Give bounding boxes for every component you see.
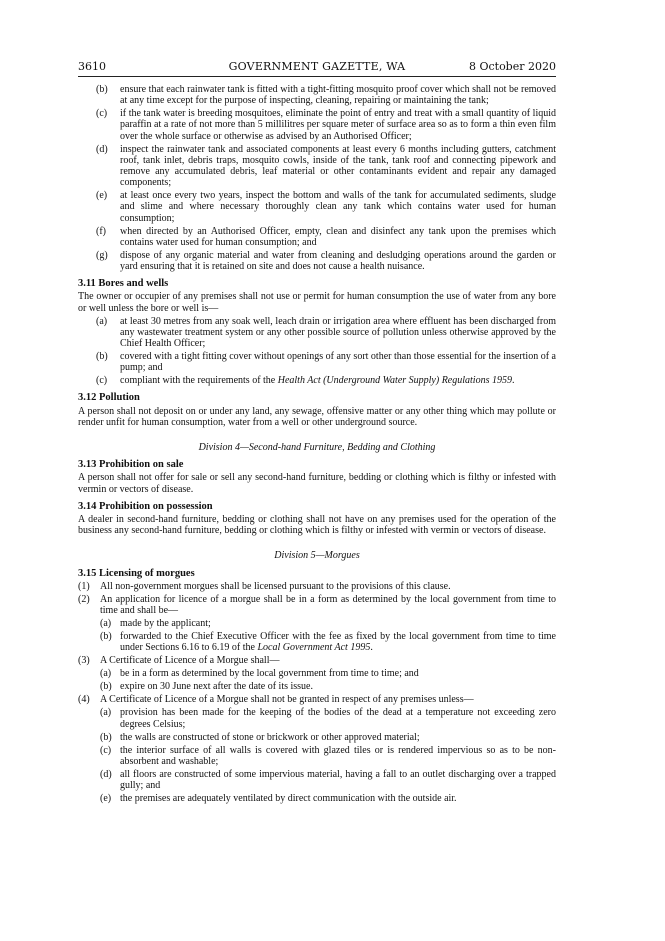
section-text: A person shall not deposit on or under any land, any sewage, offensive matter or any other thing which may pollute or render unfit for human consumption, water from a well or other underground source. bbox=[78, 405, 556, 428]
issue-date: 8 October 2020 bbox=[468, 60, 556, 73]
list-item: (a) provision has been made for the keeping of the bodies of the dead at a temperature not exceeding zero degrees Celsius; bbox=[100, 707, 556, 730]
list-item: (a) be in a form as determined by the local government from time to time; and bbox=[100, 668, 419, 680]
division-heading: Division 4—Second-hand Furniture, Bedding and Clothing bbox=[198, 442, 436, 454]
list-item: (b) forwarded to the Chief Executive Officer with the fee as fixed by the local government from time to time under Sections 6.16 to 6.19 of the Local Government Act 1995. bbox=[100, 631, 556, 654]
legislation-reference: Local Government Act 1995 bbox=[257, 642, 371, 654]
subclause: (4) A Certificate of Licence of a Morgue shall not be granted in respect of any premises unless— bbox=[78, 694, 474, 706]
page-header bbox=[78, 60, 556, 77]
section-text: The owner or occupier of any premises shall not use or permit for human consumption the use of water from any bore or well unless the bore or well is— bbox=[78, 291, 556, 314]
list-item: (b) ensure that each rainwater tank is fitted with a tight-fitting mosquito proof cover which shall not be removed at any time except for the purpose of inspecting, cleaning, repairing or maintaining the tank; bbox=[96, 84, 556, 107]
list-item: (b) covered with a tight fitting cover without openings of any sort other than those essential for the insertion of a pump; and bbox=[96, 351, 556, 374]
subclause: (3) A Certificate of Licence of a Morgue shall— bbox=[78, 655, 280, 667]
subclause: (2) An application for licence of a morgue shall be in a form as determined by the local government from time to time and shall be— bbox=[78, 593, 556, 617]
list-item: (e) at least once every two years, inspect the bottom and walls of the tank for accumulated sediments, sludge and slime and where necessary thoroughly clean any tank which contains water used for human consumption; bbox=[96, 190, 556, 224]
list-item: (b) expire on 30 June next after the date of its issue. bbox=[100, 681, 313, 693]
list-item: (a) at least 30 metres from any soak well, leach drain or irrigation area where effluent has been discharged from any wastewater treatment system or any other possible source of pollution unless otherwise approved by the Chief Health Officer; bbox=[96, 315, 556, 350]
gazette-title: GOVERNMENT GAZETTE, WA bbox=[228, 60, 406, 73]
subclause: (1) All non-government morgues shall be licensed pursuant to the provisions of this clause. bbox=[78, 580, 451, 592]
section-heading: 3.13 Prohibition on sale bbox=[78, 459, 184, 471]
section-heading: 3.11 Bores and wells bbox=[78, 278, 169, 290]
list-item: (g) dispose of any organic material and water from cleaning and desludging operations around the garden or yard ensuring that it is retained on site and does not cause a health nuisance. bbox=[96, 249, 556, 273]
list-item: (f) when directed by an Authorised Officer, empty, clean and disinfect any tank upon the premises which contains water used for human consumption; and bbox=[96, 225, 556, 248]
division-heading: Division 5—Morgues bbox=[274, 550, 360, 562]
page-number: 3610 bbox=[78, 60, 106, 73]
list-item: (e) the premises are adequately ventilated by direct communication with the outside air. bbox=[100, 792, 457, 804]
section-text: A dealer in second-hand furniture, bedding or clothing shall not have on any premises used for the operation of the business any second-hand furniture, bedding or clothing which is filthy or infested with vermin or vectors of disease. bbox=[78, 514, 556, 537]
list-item: (c) compliant with the requirements of the Health Act (Underground Water Supply) Regulations 1959. bbox=[96, 375, 515, 387]
section-heading: 3.12 Pollution bbox=[78, 392, 140, 404]
list-item: (d) inspect the rainwater tank and associated components at least every 6 months including gutters, catchment roof, tank inlet, debris traps, mosquito cowls, inside of the tank, tank roof and connecting pipework and remove any accumulated debris, leaf material or other contaminants evident and repair any damaged components; bbox=[96, 143, 556, 189]
list-item: (d) all floors are constructed of some impervious material, having a fall to an outlet discharging over a trapped gully; and bbox=[100, 768, 556, 791]
section-text: A person shall not offer for sale or sell any second-hand furniture, bedding or clothing which is filthy or infested with vermin or vectors of disease. bbox=[78, 472, 556, 495]
list-item: (a) made by the applicant; bbox=[100, 618, 211, 630]
list-item: (c) if the tank water is breeding mosquitoes, eliminate the point of entry and treat with a small quantity of liquid paraffin at a rate of not more than 5 millilitres per square meter of surface area so as to form a thin even film over the whole surface or otherwise as advised by an Authorised Officer; bbox=[96, 108, 556, 142]
list-item: (b) the walls are constructed of stone or brickwork or other approved material; bbox=[100, 731, 420, 743]
section-heading: 3.15 Licensing of morgues bbox=[78, 567, 195, 579]
section-heading: 3.14 Prohibition on possession bbox=[78, 500, 213, 512]
list-item: (c) the interior surface of all walls is covered with glazed tiles or is rendered impervious so as to be non-absorbent and washable; bbox=[100, 744, 556, 767]
page-body bbox=[78, 84, 556, 806]
legislation-reference: Health Act (Underground Water Supply) Regulations 1959 bbox=[277, 375, 512, 387]
